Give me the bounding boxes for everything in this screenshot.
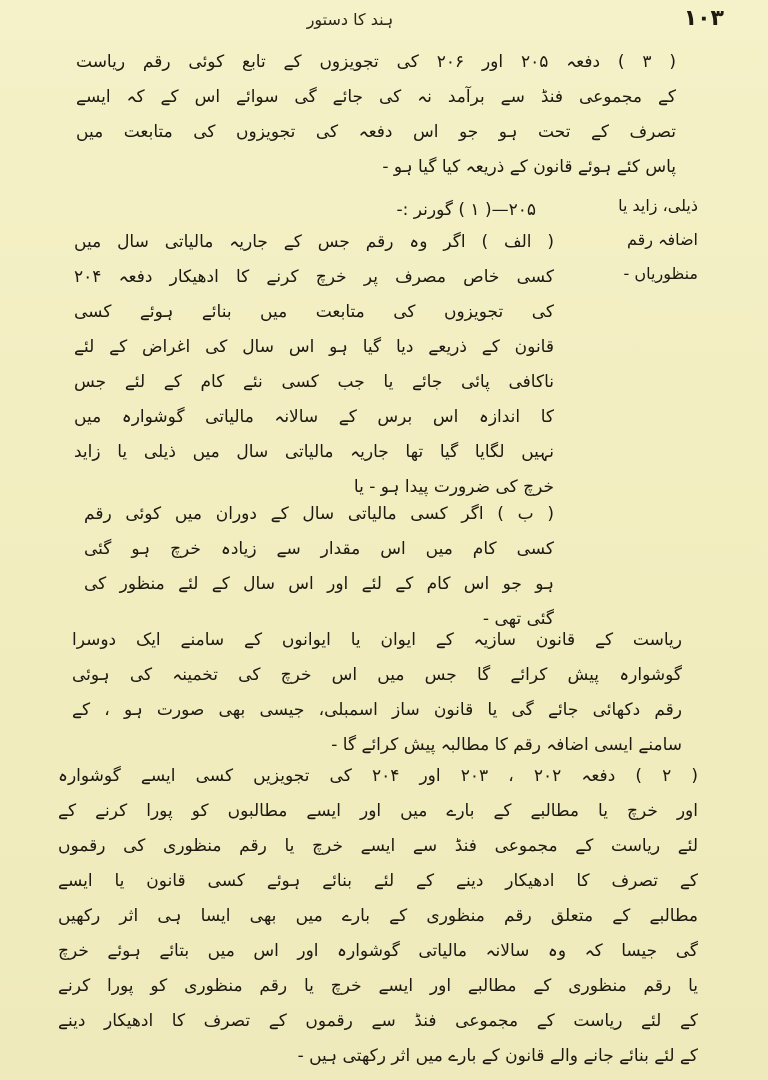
text-line: گوشوارہ پیش کرائے گا جس میں اس خرچ کی تخمینہ کی ہوئی — [72, 665, 682, 685]
clause-2-paragraph — [58, 766, 698, 1080]
text-line: ( ۲ ) دفعہ ۲۰۲ ، ۲۰۳ اور ۲۰۴ کی تجویزیں کسی ایسے گوشوارہ — [58, 766, 699, 786]
text-line: قانون کے ذریعے دیا گیا ہو اس سال کی اغراض کے لئے — [74, 337, 554, 357]
text-line: ریاست کے قانون سازیہ کے ایوان یا ایوانوں کے سامنے ایک دوسرا — [72, 630, 682, 650]
text-line: ( ب ) اگر کسی مالیاتی سال کے دوران میں کوئی رقم — [84, 504, 554, 524]
margin-note-line: اضافہ رقم — [626, 230, 698, 249]
text-line: یا رقم منظوری کے مطالبے اور ایسے خرچ یا رقم منظوری کو پورا کرنے — [58, 976, 698, 996]
margin-note-line: ذیلی، زاید یا — [618, 196, 698, 215]
text-line: ناکافی پائی جائے یا جب کسی نئے کام کے لئے جس — [74, 372, 554, 392]
text-line: کسی خاص مصرف پر خرچ کرنے کا ادھیکار دفعہ ۲۰۴ — [74, 267, 554, 287]
text-line: کا اندازہ اس برس کے سالانہ مالیاتی گوشوارہ میں — [74, 407, 554, 427]
text-line: لئے ریاست کے مجموعی فنڈ سے ایسے خرچ یا رقم منظوری کی رقموں — [58, 836, 698, 856]
demand-paragraph — [72, 630, 682, 770]
text-line: ہو جو اس کام کے لئے اور اس سال کے لئے منظور کی — [84, 574, 554, 594]
clause-be — [84, 504, 554, 644]
section-heading: ۲۰۵—( ۱ ) گورنر :- — [396, 200, 536, 220]
text-line: گی جیسا کہ وہ سالانہ مالیاتی گوشوارہ اور اس میں بتائے ہوئے خرچ — [58, 941, 698, 961]
text-line: خرچ کی ضرورت پیدا ہو - یا — [353, 477, 554, 497]
text-line: رقم دکھائی جائے گی یا قانون ساز اسمبلی، جیسی بھی صورت ہو ، کے — [72, 700, 682, 720]
text-line: کے لئے ریاست کے مجموعی فنڈ سے رقموں کے تصرف کا ادھیکار دینے — [58, 1011, 698, 1031]
margin-note — [558, 196, 698, 298]
clause-alif — [74, 232, 554, 512]
text-line: ( الف ) اگر وہ رقم جس کے جاریہ مالیاتی سال میں — [74, 232, 554, 252]
page-number: ۱۰۳ — [683, 6, 724, 31]
text-line: سامنے ایسی اضافہ رقم کا مطالبہ پیش کرائے گا - — [331, 735, 682, 755]
section-3-paragraph — [76, 52, 676, 192]
text-line: تصرف کے تحت ہو جو اس دفعہ کی تجویزوں کی متابعت میں — [76, 122, 676, 142]
text-line: نہیں لگایا گیا تھا جاریہ مالیاتی سال میں ذیلی یا زاید — [74, 442, 554, 462]
text-line: کسی کام میں اس مقدار سے زیادہ خرچ ہو گئی — [84, 539, 554, 559]
text-line: مطالبے کے متعلق رقم منظوری کے بارے میں بھی ایسا ہی اثر رکھیں — [58, 906, 698, 926]
text-line: کے مجموعی فنڈ سے برآمد نہ کی جائے گی سوائے اس کے کہ ایسے — [76, 87, 676, 107]
text-line: کی تجویزوں کی متابعت میں بنائے ہوئے کسی — [74, 302, 554, 322]
text-line: پاس کئے ہوئے قانون کے ذریعہ کیا گیا ہو - — [382, 157, 676, 177]
text-line: گئی تھی - — [482, 609, 554, 629]
margin-note-line: منظوریاں - — [623, 264, 698, 283]
text-line: اور خرچ یا مطالبے کے بارے میں اور ایسے مطالبوں کو پورا کرنے کے — [58, 801, 698, 821]
text-line: کے لئے بنائے جانے والے قانون کے بارے میں اثر رکھتی ہیں - — [297, 1046, 698, 1066]
section-205-heading — [236, 200, 536, 235]
running-title: ہند کا دستور — [306, 10, 394, 29]
text-line: ( ۳ ) دفعہ ۲۰۵ اور ۲۰۶ کی تجویزوں کے تابع کوئی رقم ریاست — [76, 52, 677, 72]
text-line: کے تصرف کا ادھیکار دینے کے لئے بنائے ہوئے کسی قانون یا ایسے — [58, 871, 698, 891]
